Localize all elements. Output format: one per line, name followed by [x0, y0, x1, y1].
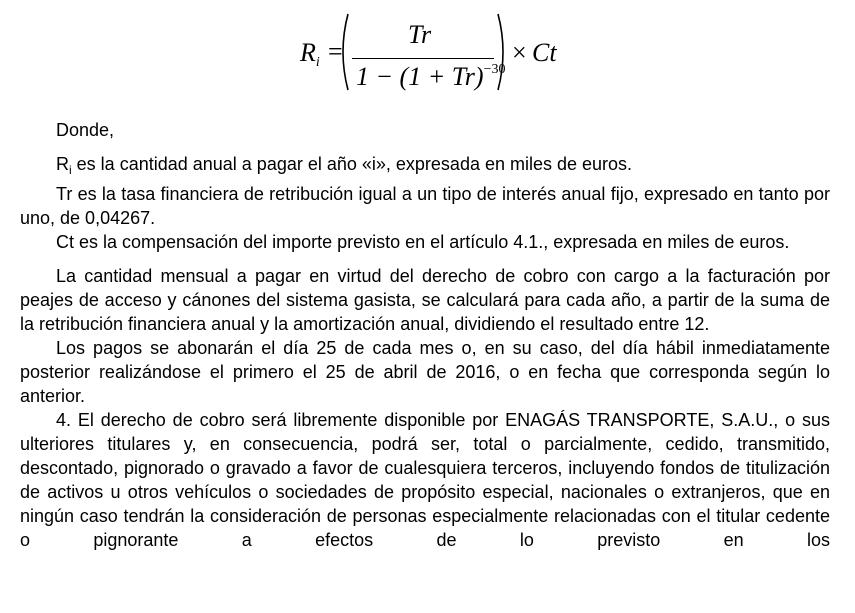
formula-numerator: Tr [408, 20, 432, 49]
right-paren-icon [496, 12, 510, 92]
formula-equals: = [328, 37, 343, 66]
document-body [20, 118, 830, 552]
tr-definition: Tr es la tasa financiera de retribución igual a un tipo de interés anual fijo, expresado en tanto por uno, de 0,04267. [20, 184, 830, 228]
donde-paragraph: Donde, [56, 120, 115, 140]
paragraph-4: 4. El derecho de cobro será libremente disponible por ENAGÁS TRANSPORTE, S.A.U., o sus ulteriores titulares y, en consecuencia, podrá ser, total o parcialmente, cedido, transmitido, descontado, pignorado o gravado a favor de cualesquiera terceros, incluyendo fondos de titulización de activos u otros vehículos o sociedades de propósito especial, nacionales o extranjeros, que en ningún caso tendrán la consideración de personas especialmente relacionadas con el titular cedente o pignorante a efectos de lo previsto en los [20, 410, 830, 550]
ri-definition: $R_i$ es la cantidad anual a pagar el año «i», expresada en miles de euros. [56, 154, 633, 177]
formula-ct: Ct [532, 38, 557, 67]
monthly-amount-paragraph: La cantidad mensual a pagar en virtud del derecho de cobro con cargo a la facturación por peajes de acceso y cánones del sistema gasista, se calculará para cada año, a partir de la suma de la retribución financiera anual y la amortización anual, dividiendo el resultado entre 12. [20, 266, 830, 334]
retribution-formula [300, 8, 600, 100]
formula-lhs: $R_i$ [300, 38, 320, 70]
left-paren-icon [336, 12, 350, 92]
payments-paragraph: Los pagos se abonarán el día 25 de cada mes o, en su caso, del día hábil inmediatamente posterior realizándose el primero el 25 de abril de 2016, o en fecha que corresponda según lo anterior. [20, 338, 830, 406]
ct-definition: Ct es la compensación del importe previsto en el artículo 4.1., expresada en miles de euros. [56, 232, 790, 252]
formula-denominator: $1 - (1 + Tr)^{-30}$ [356, 62, 506, 91]
fraction-bar [352, 58, 494, 59]
formula-times: × [512, 38, 527, 67]
